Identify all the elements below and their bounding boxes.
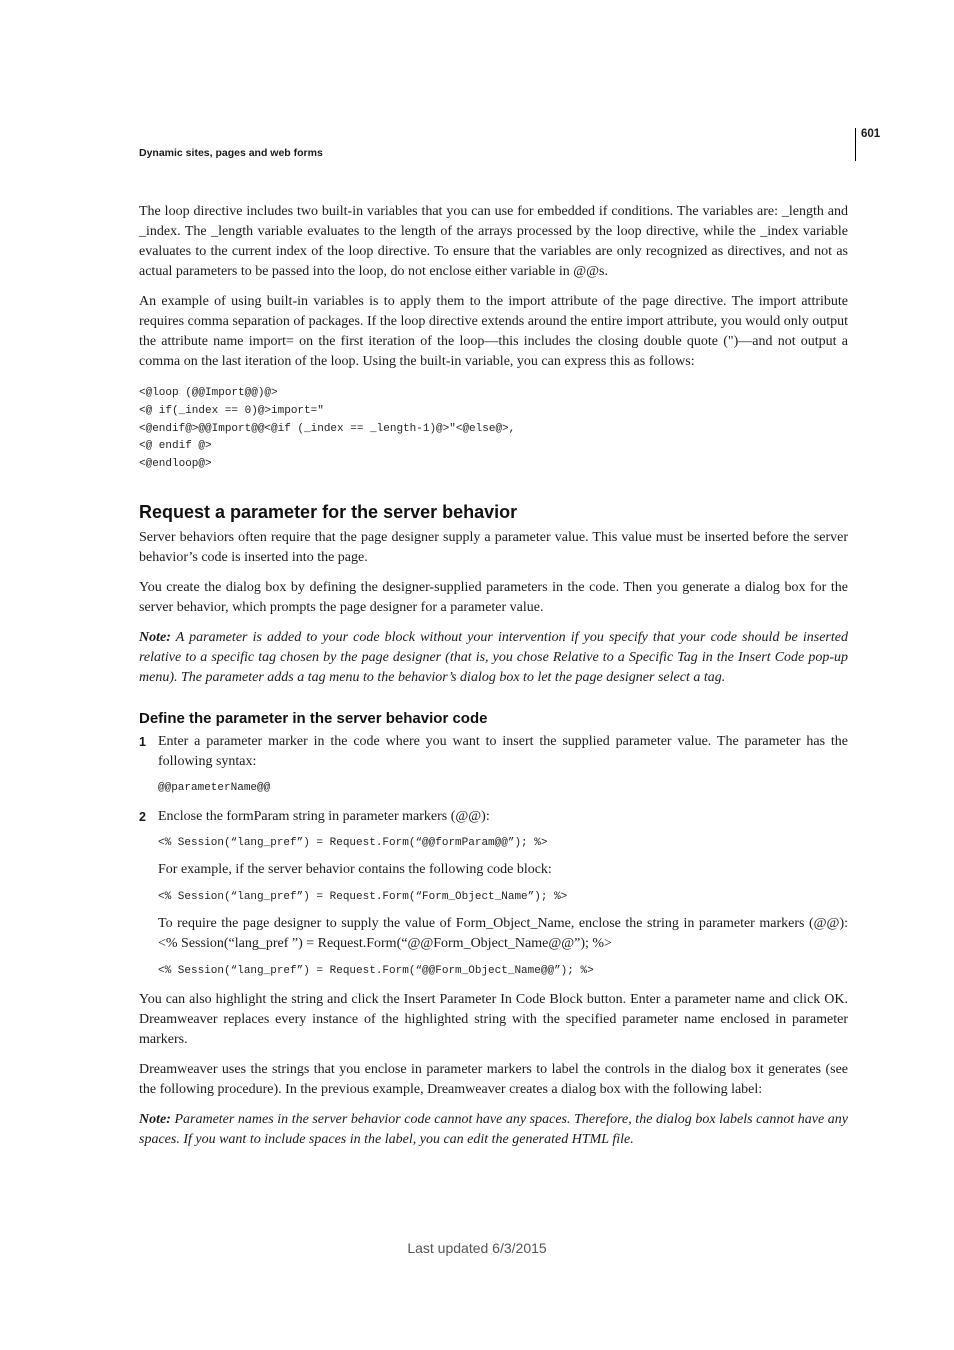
body-paragraph: The loop directive includes two built-in variables that you can use for embedded if conditions. The variables are: _length and _index. The _length variable evaluates to the length of the arrays processed by the loop directive, while the _index variable evaluates to the current index of the loop directive. To ensure that the variables are only recognized as directives, and not as actual parameters to be passed into the loop, do not enclose either variable in @@s. — [139, 204, 848, 279]
note-text: Parameter names in the server behavior code cannot have any spaces. Therefore, the dialog box labels cannot have any spaces. If you want to include spaces in the label, you can edit the generated HTML file. — [139, 1112, 848, 1148]
code-block: <% Session(“lang_pref”) = Request.Form(“Form_Object_Name”); %> — [158, 890, 568, 903]
body-paragraph: You create the dialog box by defining the designer-supplied parameters in the code. Then you generate a dialog box for the server behavior, which prompts the page designer for a parameter value. — [139, 579, 848, 615]
note-label: Note: — [139, 1112, 171, 1128]
note-text: A parameter is added to your code block without your intervention if you specify that your code should be inserted relative to a specific tag chosen by the page designer (that is, you chose Relative to a Specific Tag in the Insert Code pop-up menu). The parameter adds a tag menu to the behavior’s dialog box to let the page designer select a tag. — [139, 629, 848, 685]
page-number: 601 — [861, 128, 881, 140]
step-text: Enclose the formParam string in parameter markers (@@): — [158, 808, 490, 824]
note-paragraph — [139, 1110, 848, 1150]
procedure-step — [139, 807, 848, 981]
footer-last-updated: Last updated 6/3/2015 — [407, 1240, 547, 1256]
code-block: @@parameterName@@ — [158, 781, 271, 794]
body-paragraph: An example of using built-in variables is to apply them to the import attribute of the page directive. The import attribute requires comma separation of packages. If the loop directive extends around the entire import attribute, you would only output the attribute name import= on the first iteration of the loop—this includes the closing double quote (")—and not output a comma on the last iteration of the loop. Using the built-in variable, you can express this as follows: — [139, 294, 848, 369]
step-text: To require the page designer to supply the value of Form_Object_Name, enclose the string in parameter markers (@@):<% Session(“lang_pref ”) = Request.Form(“@@Form_Object_Name@@”); %> — [158, 916, 848, 952]
step-number: 2 — [139, 809, 146, 824]
step-text: For example, if the server behavior contains the following code block: — [158, 861, 552, 877]
step-number: 1 — [139, 734, 146, 749]
note-label: Note: — [139, 629, 171, 645]
subsection-heading: Define the parameter in the server behavior code — [139, 709, 488, 727]
main-content — [139, 202, 848, 1150]
body-paragraph: Dreamweaver uses the strings that you enclose in parameter markers to label the controls in the dialog box it generates (see the following procedure). In the previous example, Dreamweaver creates a dialog box with the following label: — [139, 1062, 848, 1098]
procedure-step — [139, 732, 848, 798]
body-paragraph: You can also highlight the string and click the Insert Parameter In Code Block button. Enter a parameter name and click OK. Dreamweaver replaces every instance of the highlighted string with the specified parameter name enclosed in parameter markers. — [139, 992, 848, 1048]
header-divider — [855, 128, 856, 161]
note-paragraph — [139, 628, 848, 688]
section-heading: Request a parameter for the server behavior — [139, 501, 518, 522]
code-block: <% Session(“lang_pref”) = Request.Form(“@@Form_Object_Name@@”); %> — [158, 965, 594, 978]
running-header: Dynamic sites, pages and web forms — [139, 147, 323, 159]
code-block: <@loop (@@Import@@)@> <@ if(_index == 0)@>import=" <@endif@>@@Import@@<@if (_index == _length-1)@>"<@else@>, <@ endif @> <@endloop@> — [139, 387, 516, 471]
body-paragraph: Server behaviors often require that the page designer supply a parameter value. This value must be inserted before the server behavior’s code is inserted into the page. — [139, 529, 848, 565]
code-block: <% Session(“lang_pref”) = Request.Form(“@@formParam@@”); %> — [158, 836, 548, 849]
step-text: Enter a parameter marker in the code where you want to insert the supplied parameter value. The parameter has the following syntax: — [158, 733, 848, 769]
